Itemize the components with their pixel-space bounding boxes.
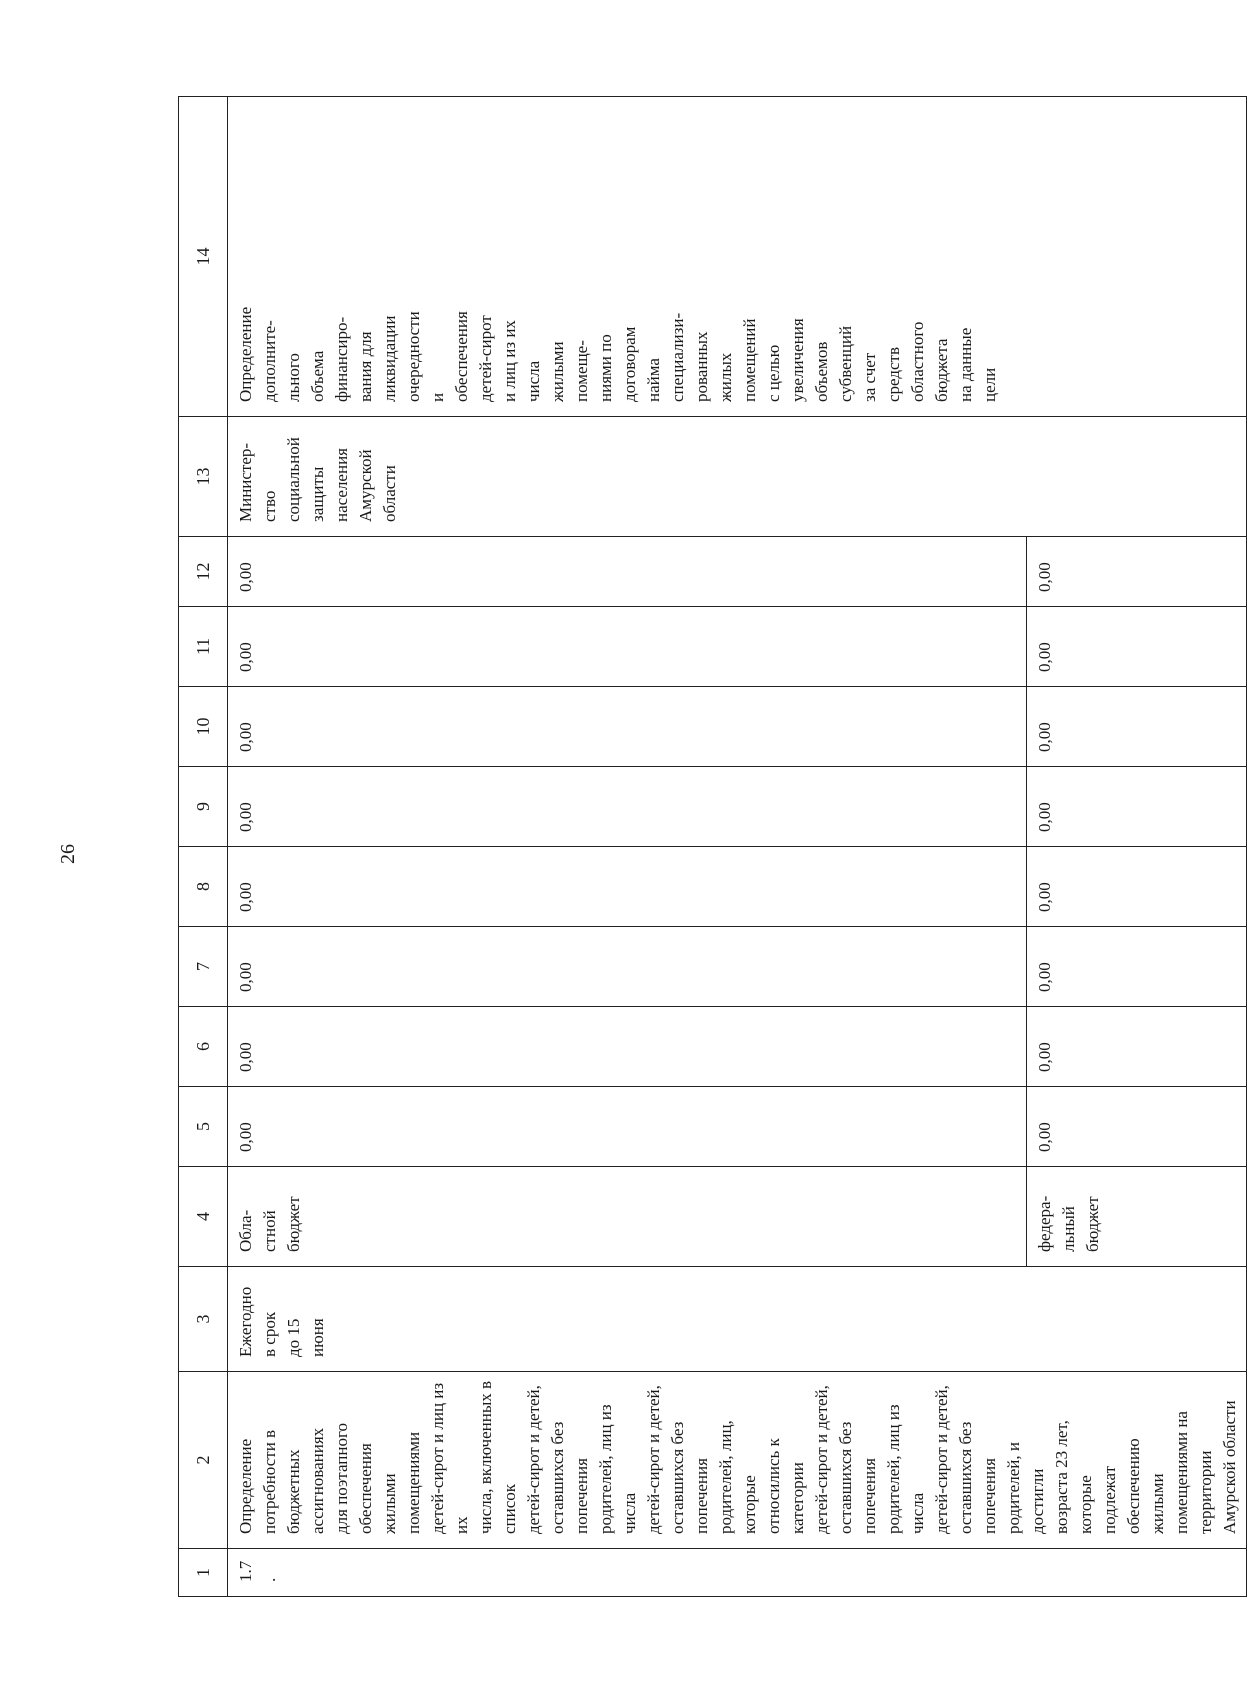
- responsible-executor-cell: Министер- ство социальной защиты населения Амурской области: [228, 417, 1247, 537]
- funding-source-cell: федера- льный бюджет: [1026, 1167, 1246, 1267]
- value-cell: 0,00: [1026, 607, 1246, 687]
- column-header-13: 13: [179, 417, 228, 537]
- value-cell: 0,00: [1026, 1007, 1246, 1087]
- column-header-3: 3: [179, 1267, 228, 1372]
- value-cell: 0,00: [228, 767, 1027, 847]
- column-header-12: 12: [179, 537, 228, 607]
- funding-source-cell: Обла- стной бюджет: [228, 1167, 1027, 1267]
- value-cell: 0,00: [228, 607, 1027, 687]
- column-header-2: 2: [179, 1372, 228, 1549]
- program-measures-table: [178, 96, 1247, 1597]
- value-cell: 0,00: [1026, 927, 1246, 1007]
- value-cell: 0,00: [228, 847, 1027, 927]
- column-header-6: 6: [179, 1007, 228, 1087]
- value-cell: 0,00: [1026, 537, 1246, 607]
- value-cell: 0,00: [228, 927, 1027, 1007]
- deadline-cell: Ежегодно в срок до 15 июня: [228, 1267, 1247, 1372]
- column-header-8: 8: [179, 847, 228, 927]
- column-header-5: 5: [179, 1087, 228, 1167]
- activity-description-cell: Определение потребности в бюджетных ассигнованиях для поэтапного обеспечения жилыми помещениями детей-сирот и лиц из их числа, включенных в список детей-сирот и детей, оставшихся без попечения родителей, лиц из числа детей-сирот и детей, оставшихся без попечения родителей, лиц, которые относились к категории детей-сирот и детей, оставшихся без попечения родителей, лиц из числа детей-сирот и детей, оставшихся без попечения родителей, и достигли возраста 23 лет, которые подлежат обеспечению жилыми помещениями на территории Амурской области: [228, 1372, 1247, 1549]
- value-cell: 0,00: [1026, 687, 1246, 767]
- expected-result-cell: Определение дополните- льного объема финансиро- вания для ликвидации очередности и обеспечения детей-сирот и лиц из их числа жилыми помеще- ниями по договорам найма специализи- рованных жилых помещений с целью увеличения объемов субвенций за счет средств областного бюджета на данные цели: [228, 97, 1247, 417]
- value-cell: 0,00: [228, 537, 1027, 607]
- column-header-9: 9: [179, 767, 228, 847]
- value-cell: 0,00: [1026, 767, 1246, 847]
- column-header-14: 14: [179, 97, 228, 417]
- value-cell: 0,00: [1026, 1087, 1246, 1167]
- value-cell: 0,00: [228, 1087, 1027, 1167]
- column-header-11: 11: [179, 607, 228, 687]
- table-row-regional-budget: [228, 97, 1027, 1597]
- value-cell: 0,00: [228, 1007, 1027, 1087]
- table-rotated-container: [178, 97, 1239, 1597]
- column-number-row: [179, 97, 228, 1597]
- column-header-7: 7: [179, 927, 228, 1007]
- row-number-cell: 1.7.: [228, 1549, 1247, 1597]
- value-cell: 0,00: [1026, 847, 1246, 927]
- column-header-4: 4: [179, 1167, 228, 1267]
- value-cell: 0,00: [228, 687, 1027, 767]
- column-header-10: 10: [179, 687, 228, 767]
- page-number: 26: [57, 844, 79, 864]
- column-header-1: 1: [179, 1549, 228, 1597]
